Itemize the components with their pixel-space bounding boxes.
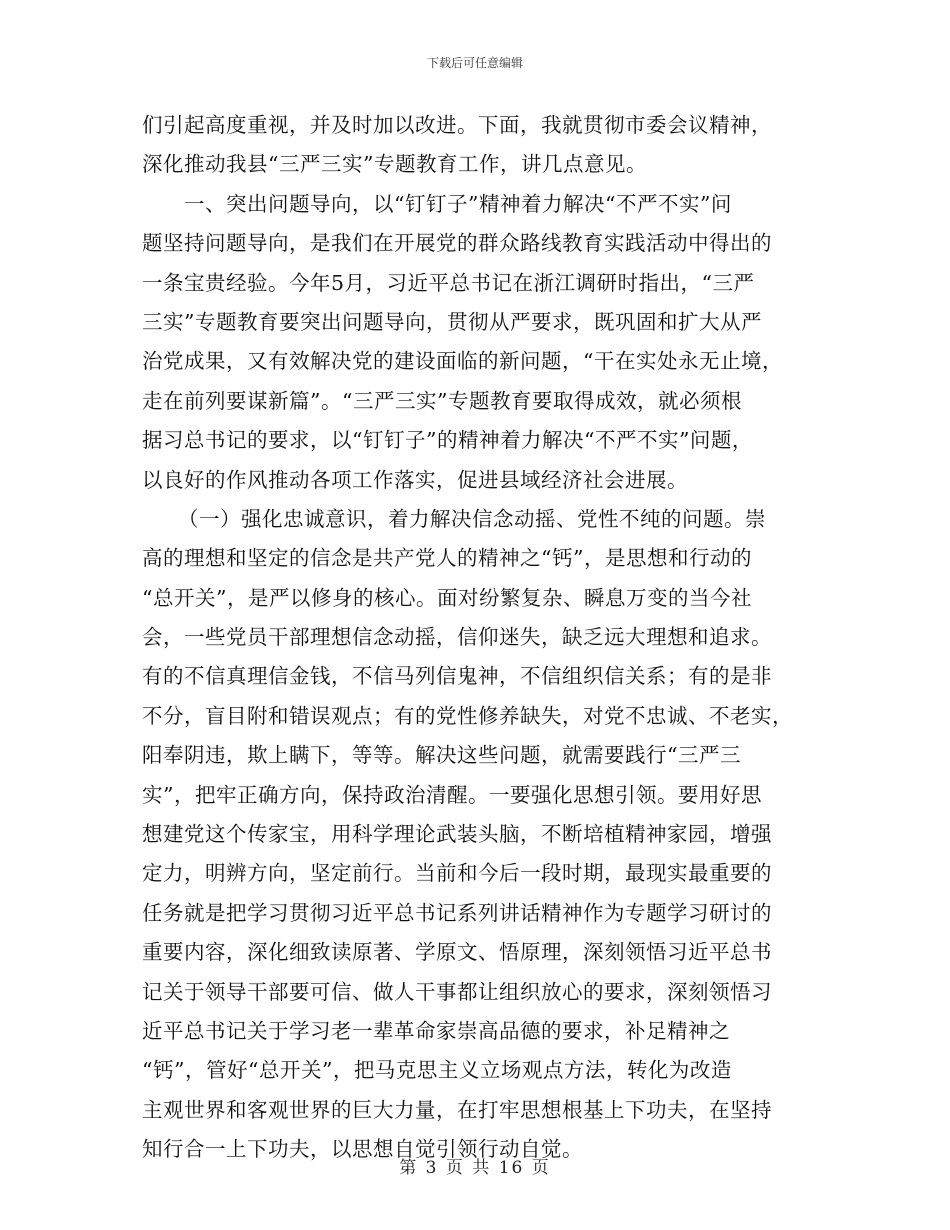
subsection-heading-line: （一）强化忠诚意识，着力解决信念动摇、党性不纯的问题。崇 — [178, 506, 766, 531]
section-heading-line: 一、突出问题导向，以“钉钉子”精神着力解决“不严不实”问 — [184, 191, 732, 216]
body-line: 任务就是把学习贯彻习近平总书记系列讲话精神作为专题学习研讨的 — [142, 900, 772, 925]
body-line: 定力，明辨方向，坚定前行。当前和今后一段时期，最现实最重要的 — [142, 861, 772, 886]
body-line: 以良好的作风推动各项工作落实，促进县域经济社会进展。 — [142, 467, 688, 492]
body-line: 据习总书记的要求，以“钉钉子”的精神着力解决“不严不实”问题， — [142, 428, 753, 453]
body-line: 题坚持问题导向，是我们在开展党的群众路线教育实践活动中得出的 — [142, 231, 772, 256]
document-body — [142, 106, 812, 1170]
body-line: 会，一些党员干部理想信念动摇，信仰迷失，缺乏远大理想和追求。 — [142, 625, 772, 650]
body-line: 阳奉阴违，欺上瞒下，等等。解决这些问题，就需要践行“三严三 — [142, 743, 741, 768]
body-line: 主观世界和客观世界的巨大力量，在打牢思想根基上下功夫，在坚持 — [142, 1097, 772, 1122]
body-line: 们引起高度重视，并及时加以改进。下面，我就贯彻市委会议精神， — [142, 113, 772, 137]
body-line: 高的理想和坚定的信念是共产党人的精神之“钙”，是思想和行动的 — [142, 546, 752, 571]
body-line: 实”，把牢正确方向，保持政治清醒。一要强化思想引领。要用好思 — [142, 782, 762, 807]
body-line: 有的不信真理信金钱，不信马列信鬼神，不信组织信关系；有的是非 — [142, 664, 772, 689]
body-line: 近平总书记关于学习老一辈革命家崇高品德的要求，补足精神之 — [142, 1018, 730, 1043]
body-line: 记关于领导干部要可信、做人干事都让组织放心的要求，深刻领悟习 — [142, 979, 772, 1004]
body-line: 三实”专题教育要突出问题导向，贯彻从严要求，既巩固和扩大从严 — [142, 309, 762, 334]
body-line: 重要内容，深化细致读原著、学原文、悟原理，深刻领悟习近平总书 — [142, 940, 772, 965]
body-line: 想建党这个传家宝，用科学理论武装头脑，不断培植精神家园，增强 — [142, 822, 772, 847]
body-line: 一条宝贵经验。今年5月，习近平总书记在浙江调研时指出，“三严 — [142, 270, 755, 295]
body-line: 治党成果，又有效解决党的建设面临的新问题，“干在实处永无止境， — [142, 349, 783, 374]
page-header: 下载后可任意编辑 — [426, 56, 523, 70]
body-line: “钙”，管好“总开关”，把马克思主义立场观点方法，转化为改造 — [142, 1058, 732, 1083]
body-line: 不分，盲目附和错误观点；有的党性修养缺失，对党不忠诚、不老实， — [142, 703, 793, 728]
body-line: 深化推动我县“三严三实”专题教育工作，讲几点意见。 — [142, 152, 647, 177]
body-line: “总开关”，是严以修身的核心。面对纷繁复杂、瞬息万变的当今社 — [142, 585, 752, 610]
body-line: 知行合一上下功夫，以思想自觉引领行动自觉。 — [142, 1137, 583, 1162]
page-number: 第 3 页 共 16 页 — [399, 1158, 551, 1178]
body-line: 走在前列要谋新篇”。“三严三实”专题教育要取得成效，就必须根 — [142, 388, 742, 413]
